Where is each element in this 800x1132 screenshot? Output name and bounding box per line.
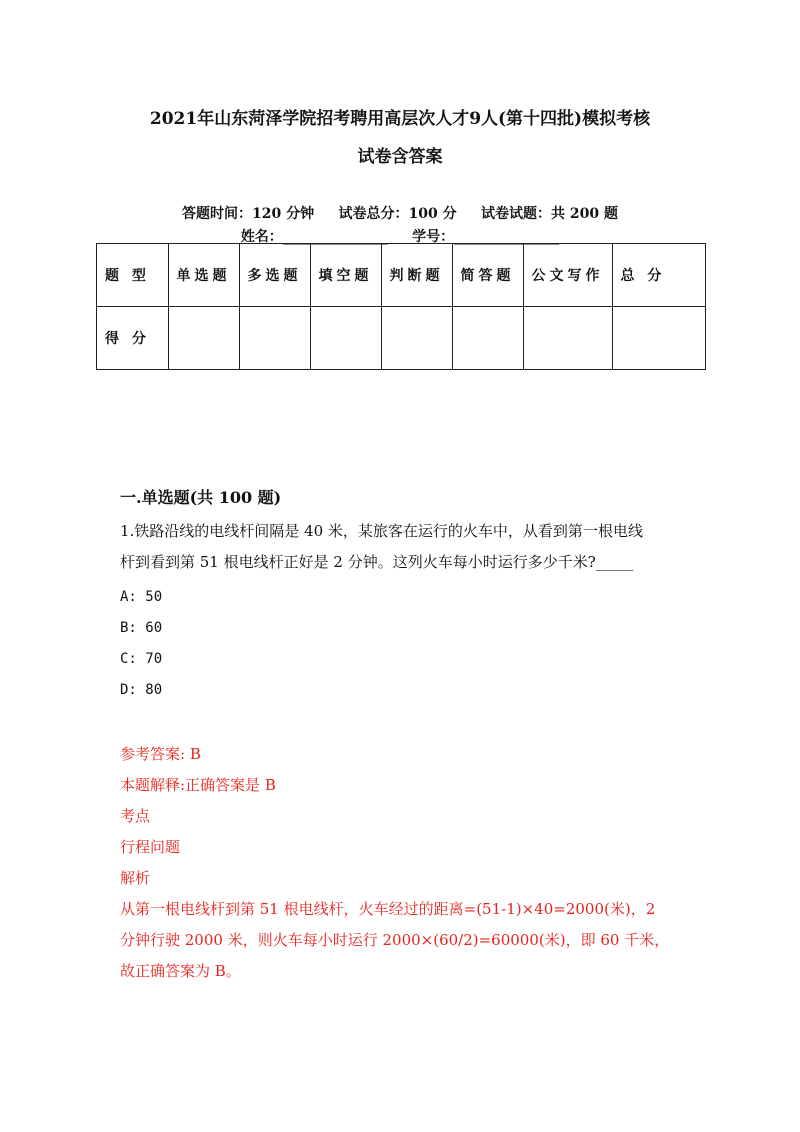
column-true-false: 判断题 [381,244,452,307]
question-type-label: 题 型 [97,244,169,307]
analysis-line: 分钟行驶 2000 米，则火车每小时运行 2000×(60/2)=60000(米)，即 60 千米， [120,931,670,949]
column-fill-blank: 填空题 [310,244,381,307]
analysis-line: 从第一根电线杆到第 51 根电线杆，火车经过的距离=(51-1)×40=2000(米)，2 [120,900,656,918]
option-d: D: 80 [120,682,163,698]
option-a: A: 50 [120,589,163,605]
score-table-header-row [97,244,706,307]
knowledge-point: 行程问题 [120,838,181,856]
question-line: 1.铁路沿线的电线杆间隔是 40 米，某旅客在运行的火车中，从看到第一根电线 [120,522,643,540]
analysis-line: 故正确答案为 B。 [120,962,241,980]
column-single-choice: 单选题 [168,244,239,307]
option-c: C: 70 [120,651,163,667]
document-title-line-2: 试卷含答案 [357,147,443,167]
option-b: B: 60 [120,620,163,636]
answer-explanation: 本题解释:正确答案是 B [120,776,276,794]
exam-meta-info: 答题时间：120 分钟 试卷总分：100 分 试卷试题：共 200 题 [182,206,618,222]
column-total-score: 总 分 [612,244,705,307]
column-official-writing: 公文写作 [523,244,612,307]
section-heading: 一.单选题(共 100 题) [120,488,282,507]
document-title-line-1: 2021年山东菏泽学院招考聘用高层次人才9人(第十四批)模拟考核 [149,109,651,129]
score-cell[interactable] [239,307,310,370]
column-short-answer: 简答题 [452,244,523,307]
score-table [96,243,706,370]
score-table-score-row [97,307,706,370]
column-multiple-choice: 多选题 [239,244,310,307]
question-stem [120,516,680,578]
question-line: 杆到看到第 51 根电线杆正好是 2 分钟。这列火车每小时运行多少千米?_____ [120,553,634,571]
score-cell[interactable] [523,307,612,370]
knowledge-point-label: 考点 [120,807,151,825]
score-cell[interactable] [168,307,239,370]
reference-answer: 参考答案: B [120,745,201,763]
score-cell[interactable] [381,307,452,370]
score-cell[interactable] [452,307,523,370]
score-cell[interactable] [612,307,705,370]
score-cell[interactable] [310,307,381,370]
student-info-fields: 姓名：_______________ 学号：_______________ [240,229,560,245]
answer-block [120,739,690,987]
score-row-label: 得 分 [97,307,169,370]
analysis-label: 解析 [120,869,151,887]
